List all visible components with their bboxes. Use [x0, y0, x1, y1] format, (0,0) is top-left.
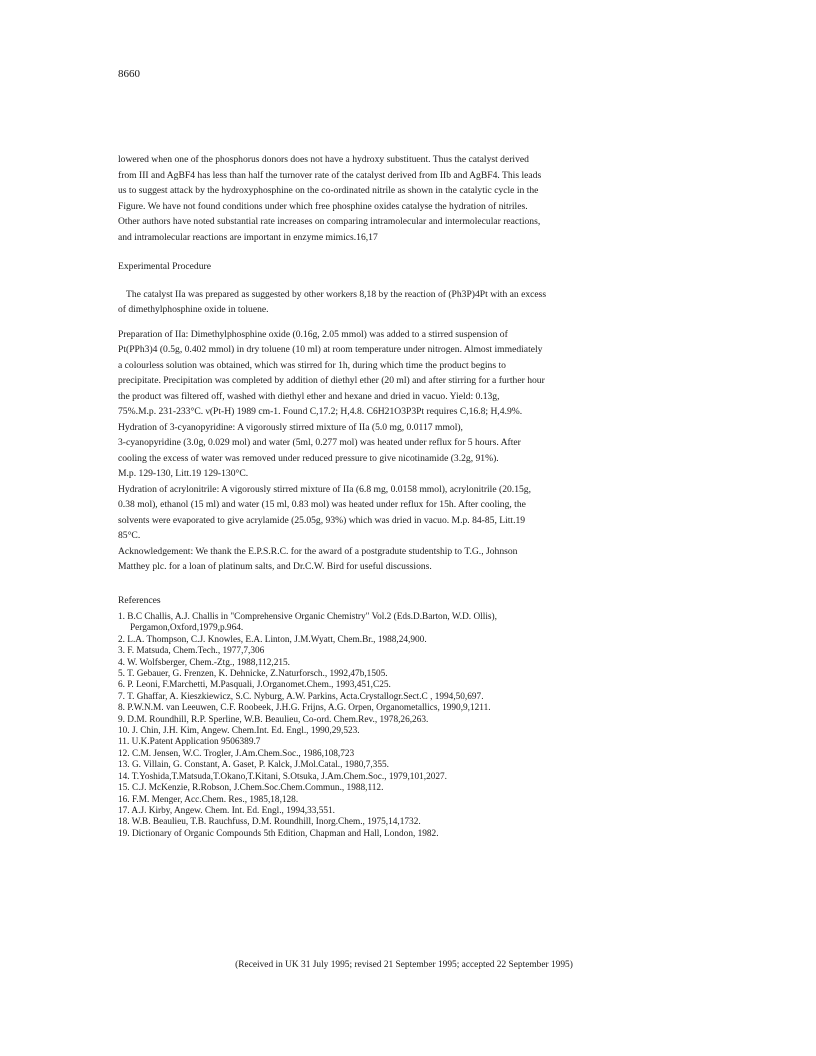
- intro-paragraph: [118, 152, 690, 245]
- acknowledgement-paragraph: [118, 544, 690, 575]
- text-line: the product was filtered off, washed with diethyl ether and hexane and dried in vacuo. Yield: 0.13g,: [118, 390, 500, 402]
- text-line: Preparation of IIa: Dimethylphosphine oxide (0.16g, 2.05 mmol) was added to a stirred suspension of: [118, 328, 508, 340]
- text-line: Hydration of 3-cyanopyridine: A vigorously stirred mixture of IIa (5.0 mg, 0.0117 mmol),: [118, 421, 463, 433]
- preparation-paragraph: [118, 327, 690, 420]
- text-line: solvents were evaporated to give acrylamide (25.05g, 93%) which was dried in vacuo. M.p. 84-85, Litt.19: [118, 514, 526, 526]
- article-body: [118, 152, 690, 840]
- text-line: 75%.M.p. 231-233°C. ν(Pt-H) 1989 cm-1. Found C,17.2; H,4.8. C6H21O3P3Pt requires C,16.8; H,4.9%.: [118, 406, 523, 417]
- text-line: precipitate. Precipitation was completed by addition of diethyl ether (20 ml) and after stirring for a further hour: [118, 375, 545, 386]
- reference-item: 6. P. Leoni, F.Marchetti, M.Pasquali, J.Organomet.Chem., 1993,451,C25.: [118, 680, 391, 691]
- text-line: Acknowledgement: We thank the E.P.S.R.C. for the award of a postgradute studentship to T.G., Johnson: [118, 545, 518, 557]
- reference-item: 1. B.C Challis, A.J. Challis in "Comprehensive Organic Chemistry" Vol.2 (Eds.D.Barton, W.D. Ollis),: [118, 612, 497, 622]
- reference-item: 16. F.M. Menger, Acc.Chem. Res., 1985,18,128.: [118, 794, 299, 805]
- reference-item: 19. Dictionary of Organic Compounds 5th Edition, Chapman and Hall, London, 1982.: [118, 828, 439, 839]
- text-line: of dimethylphosphine oxide in toluene.: [118, 304, 269, 315]
- reference-item: 15. C.J. McKenzie, R.Robson, J.Chem.Soc.Chem.Commun., 1988,112.: [118, 783, 384, 794]
- references-list: [118, 612, 690, 840]
- text-line: from III and AgBF4 has less than half the turnover rate of the catalyst derived from IIb and AgBF4. This leads: [118, 169, 542, 181]
- received-dates: (Received in UK 31 July 1995; revised 21 September 1995; accepted 22 September 1995): [235, 960, 573, 970]
- text-line: Other authors have noted substantial rate increases on comparing intramolecular and intermolecular reactions,: [118, 216, 541, 227]
- text-line: lowered when one of the phosphorus donors does not have a hydroxy substituent. Thus the catalyst derived: [118, 154, 529, 165]
- text-line: Hydration of acrylonitrile: A vigorously stirred mixture of IIa (6.8 mg, 0.0158 mmol), acrylonitrile (20.15g,: [118, 483, 531, 495]
- text-line: M.p. 129-130, Litt.19 129-130°C.: [118, 468, 249, 479]
- text-line: 3-cyanopyridine (3.0g, 0.029 mol) and water (5ml, 0.277 mol) was heated under reflux for 5 hours. After: [118, 437, 521, 448]
- catalyst-paragraph: [118, 287, 690, 318]
- reference-item: 5. T. Gebauer, G. Frenzen, K. Dehnicke, Z.Naturforsch., 1992,47b,1505.: [118, 669, 388, 680]
- reference-item: 18. W.B. Beaulieu, T.B. Rauchfuss, D.M. Roundhill, Inorg.Chem., 1975,14,1732.: [118, 817, 421, 828]
- reference-item: 10. J. Chin, J.H. Kim, Angew. Chem.Int. Ed. Engl., 1990,29,523.: [118, 726, 360, 737]
- text-line: Figure. We have not found conditions under which free phosphine oxides catalyse the hydration of nitriles.: [118, 200, 528, 212]
- reference-item: 11. U.K.Patent Application 9506389.7: [118, 737, 261, 748]
- text-line: a colourless solution was obtained, which was stirred for 1h, during which time the product begins to: [118, 359, 506, 371]
- hydration-acrylonitrile-paragraph: [118, 482, 690, 544]
- reference-item: 7. T. Ghaffar, A. Kieszkiewicz, S.C. Nyburg, A.W. Parkins, Acta.Crystallogr.Sect.C , 1994,50,697.: [118, 691, 484, 702]
- text-line: us to suggest attack by the hydroxyphosphine on the co-ordinated nitrile as shown in the catalytic cycle in the: [118, 185, 539, 196]
- text-line: The catalyst IIa was prepared as suggested by other workers 8,18 by the reaction of (Ph3P)4Pt with an excess: [126, 288, 547, 300]
- reference-item: 12. C.M. Jensen, W.C. Trogler, J.Am.Chem.Soc., 1986,108,723: [118, 748, 355, 759]
- reference-item: 3. F. Matsuda, Chem.Tech., 1977,7,306: [118, 646, 265, 657]
- references-heading: References: [118, 594, 161, 606]
- text-line: Matthey plc. for a loan of platinum salts, and Dr.C.W. Bird for useful discussions.: [118, 561, 432, 572]
- reference-item: 9. D.M. Roundhill, R.P. Sperline, W.B. Beaulieu, Co-ord. Chem.Rev., 1978,26,263.: [118, 714, 429, 725]
- page-number: 8660: [118, 68, 140, 80]
- hydration-cyanopyridine-paragraph: [118, 420, 690, 482]
- text-line: cooling the excess of water was removed under reduced pressure to give nicotinamide (3.2g, 91%).: [118, 452, 499, 464]
- reference-item: Pergamon,Oxford,1979,p.964.: [130, 623, 244, 634]
- reference-item: 4. W. Wolfsberger, Chem.-Ztg., 1988,112,215.: [118, 657, 290, 668]
- section-heading: Experimental Procedure: [118, 261, 211, 272]
- reference-item: 17. A.J. Kirby, Angew. Chem. Int. Ed. Engl., 1994,33,551.: [118, 805, 336, 816]
- reference-item: 13. G. Villain, G. Constant, A. Gaset, P. Kalck, J.Mol.Catal., 1980,7,355.: [118, 760, 389, 771]
- text-line: 0.38 mol), ethanol (15 ml) and water (15 ml, 0.83 mol) was heated under reflux for 15h. After cooling, the: [118, 499, 526, 510]
- text-line: 85°C.: [118, 530, 141, 541]
- text-line: Pt(PPh3)4 (0.5g, 0.402 mmol) in dry toluene (10 ml) at room temperature under nitrogen. Almost immediately: [118, 344, 543, 355]
- reference-item: 2. L.A. Thompson, C.J. Knowles, E.A. Linton, J.M.Wyatt, Chem.Br., 1988,24,900.: [118, 634, 427, 645]
- reference-item: 14. T.Yoshida,T.Matsuda,T.Okano,T.Kitani, S.Otsuka, J.Am.Chem.Soc., 1979,101,2027.: [118, 771, 447, 782]
- reference-item: 8. P.W.N.M. van Leeuwen, C.F. Roobeek, J.H.G. Frijns, A.G. Orpen, Organometallics, 1990,9,1211.: [118, 703, 491, 714]
- text-line: and intramolecular reactions are important in enzyme mimics.16,17: [118, 231, 378, 243]
